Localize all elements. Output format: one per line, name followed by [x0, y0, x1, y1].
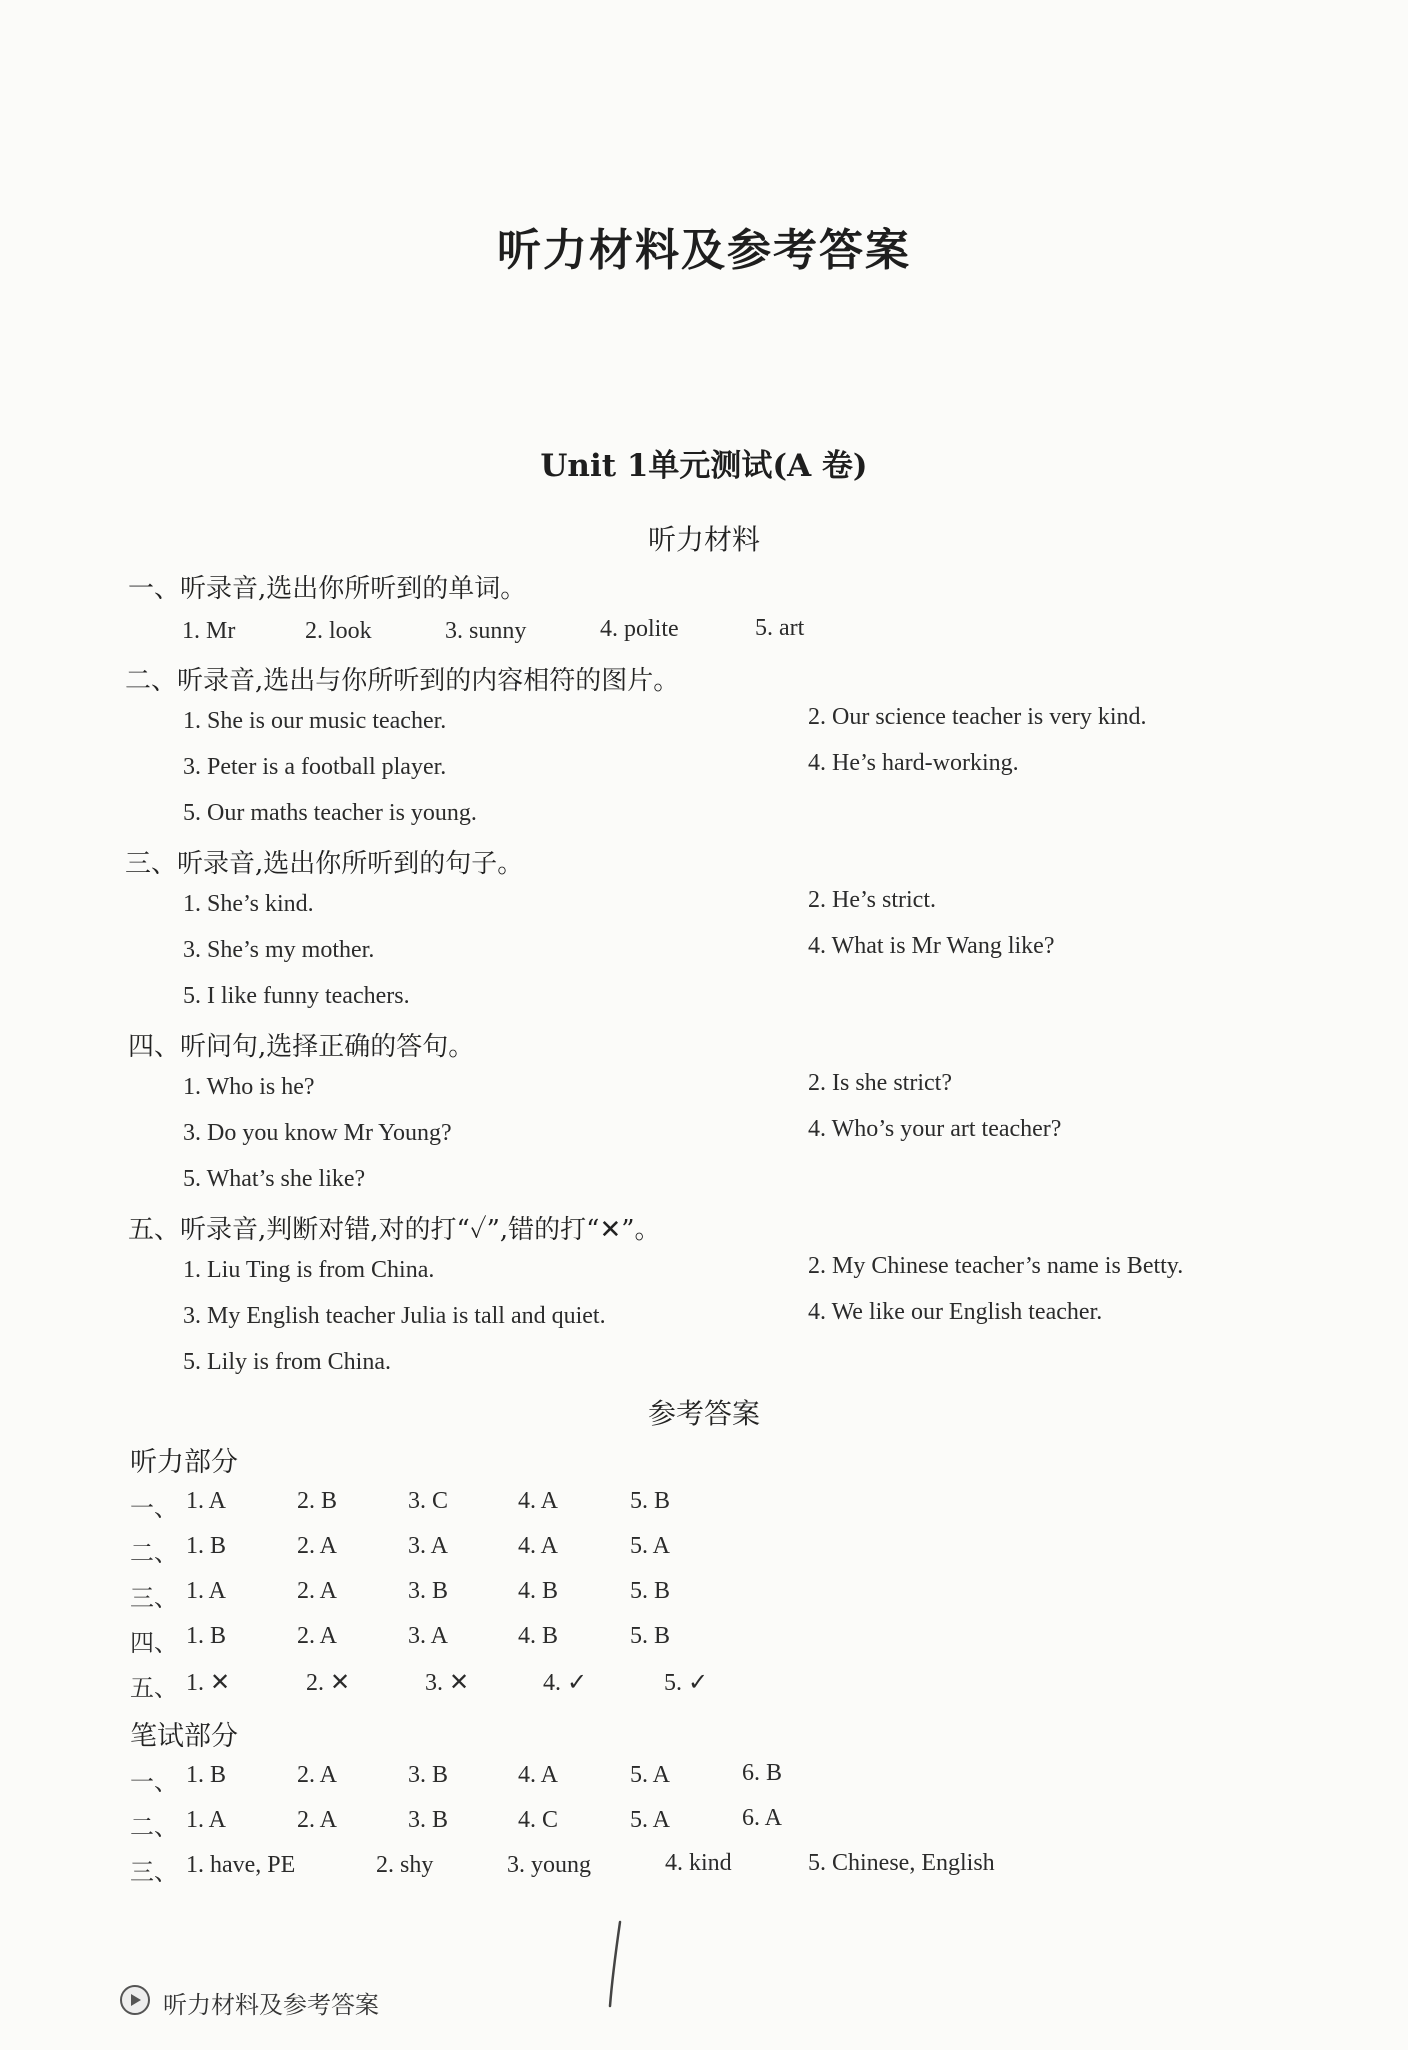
sentence-item: 3. Do you know Mr Young? [183, 1120, 452, 1146]
answer-cell: 3. B [408, 1762, 449, 1788]
answer-cell: 2. A [297, 1578, 338, 1604]
sentence-item: 4. He’s hard-working. [808, 750, 1019, 776]
sentence-item: 4. Who’s your art teacher? [808, 1116, 1062, 1142]
answer-row-prefix: 一、 [130, 1770, 178, 1796]
answer-cell: 6. A [742, 1805, 783, 1831]
answer-cell: 1. A [186, 1488, 227, 1514]
answer-cell: 6. B [742, 1760, 783, 1786]
answer-cell: 5. ✓ [664, 1670, 709, 1696]
sentence-item: 5. What’s she like? [183, 1166, 366, 1192]
section-5-heading: 五、听录音,判断对错,对的打“✓”,错的打“✕”。 [128, 1215, 661, 1245]
sentence-item: 2. Is she strict? [808, 1070, 952, 1096]
sentence-item: 3. Peter is a football player. [183, 754, 447, 780]
section-3-heading: 三、听录音,选出你所听到的句子。 [125, 849, 524, 879]
answer-cell: 2. A [297, 1533, 338, 1559]
sentence-item: 1. Who is he? [183, 1074, 315, 1100]
answer-cell: 2. shy [376, 1852, 434, 1878]
sentence-item: 5. Our maths teacher is young. [183, 800, 477, 826]
answer-cell: 3. B [408, 1578, 449, 1604]
answer-cell: 2. A [297, 1762, 338, 1788]
sentence-item: 2. Our science teacher is very kind. [808, 704, 1147, 730]
sentence-item: 4. What is Mr Wang like? [808, 933, 1055, 959]
answer-cell: 1. B [186, 1623, 227, 1649]
answer-cell: 4. B [518, 1623, 559, 1649]
word-item: 5. art [755, 615, 805, 641]
sentence-item: 2. He’s strict. [808, 887, 936, 913]
answer-cell: 4. B [518, 1578, 559, 1604]
answer-cell: 4. A [518, 1488, 559, 1514]
answer-row-prefix: 二、 [130, 1541, 178, 1567]
answer-cell: 4. C [518, 1807, 559, 1833]
answer-cell: 3. C [408, 1488, 449, 1514]
answer-cell: 5. Chinese, English [808, 1850, 995, 1876]
answer-row-prefix: 三、 [130, 1586, 178, 1612]
answer-cell: 5. B [630, 1623, 671, 1649]
answer-cell: 5. B [630, 1488, 671, 1514]
sentence-item: 5. I like funny teachers. [183, 983, 410, 1009]
answer-row-prefix: 三、 [130, 1860, 178, 1886]
answer-cell: 5. A [630, 1762, 671, 1788]
answer-cell: 1. A [186, 1807, 227, 1833]
sentence-item: 1. She’s kind. [183, 891, 314, 917]
unit-title: Unit 1单元测试(A 卷) [540, 448, 868, 484]
sentence-item: 1. She is our music teacher. [183, 708, 447, 734]
sentence-item: 5. Lily is from China. [183, 1349, 391, 1375]
answer-row-prefix: 一、 [130, 1496, 178, 1522]
sentence-item: 3. My English teacher Julia is tall and quiet. [183, 1303, 606, 1329]
answer-cell: 4. ✓ [543, 1670, 588, 1696]
answer-cell: 1. A [186, 1578, 227, 1604]
section-2-heading: 二、听录音,选出与你所听到的内容相符的图片。 [125, 666, 680, 696]
word-item: 3. sunny [445, 618, 527, 644]
answer-cell: 5. A [630, 1807, 671, 1833]
sentence-item: 1. Liu Ting is from China. [183, 1257, 435, 1283]
answer-cell: 3. B [408, 1807, 449, 1833]
footer-text: 听力材料及参考答案 [163, 1991, 379, 2019]
answer-cell: 4. A [518, 1762, 559, 1788]
answer-cell: 2. A [297, 1807, 338, 1833]
sentence-item: 4. We like our English teacher. [808, 1299, 1103, 1325]
answer-cell: 3. young [507, 1852, 591, 1878]
listening-part-label: 听力部分 [130, 1447, 238, 1478]
section-1-heading: 一、听录音,选出你所听到的单词。 [128, 574, 527, 604]
answer-cell: 3. ✕ [425, 1670, 470, 1696]
written-part-label: 笔试部分 [130, 1721, 238, 1752]
answer-cell: 5. B [630, 1578, 671, 1604]
answer-row-prefix: 二、 [130, 1815, 178, 1841]
answer-cell: 1. B [186, 1533, 227, 1559]
sentence-item: 3. She’s my mother. [183, 937, 375, 963]
play-circle-icon [120, 1985, 150, 2015]
answer-cell: 1. B [186, 1762, 227, 1788]
answer-cell: 5. A [630, 1533, 671, 1559]
answer-cell: 4. A [518, 1533, 559, 1559]
answers-title: 参考答案 [647, 1397, 760, 1430]
answer-cell: 1. ✕ [186, 1670, 231, 1696]
word-item: 1. Mr [182, 618, 236, 644]
answer-cell: 1. have, PE [186, 1852, 296, 1878]
answer-cell: 3. A [408, 1623, 449, 1649]
page-title: 听力材料及参考答案 [497, 225, 911, 276]
answer-cell: 3. A [408, 1533, 449, 1559]
answer-row-prefix: 五、 [130, 1676, 178, 1702]
word-item: 2. look [305, 618, 372, 644]
answer-row-prefix: 四、 [130, 1631, 178, 1657]
sentence-item: 2. My Chinese teacher’s name is Betty. [808, 1253, 1184, 1279]
pen-stroke-mark [600, 1920, 630, 2010]
answer-cell: 2. B [297, 1488, 338, 1514]
answer-cell: 2. ✕ [306, 1670, 351, 1696]
answer-cell: 2. A [297, 1623, 338, 1649]
answer-cell: 4. kind [665, 1850, 732, 1876]
section-4-heading: 四、听问句,选择正确的答句。 [128, 1032, 475, 1062]
listening-material-title: 听力材料 [647, 523, 760, 556]
word-item: 4. polite [600, 616, 679, 642]
